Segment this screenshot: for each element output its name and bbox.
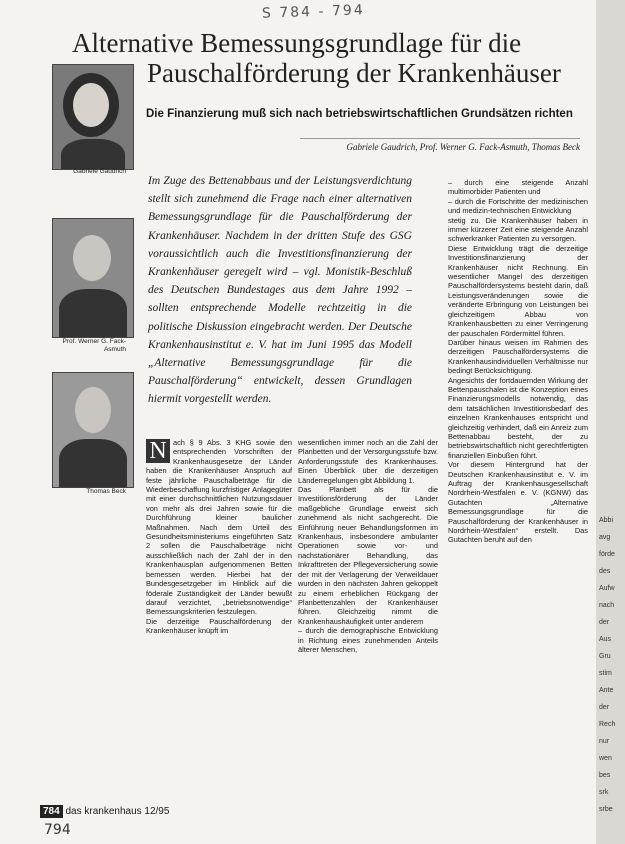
- body-column-3: – durch eine steigende Anzahl multimorbider Patienten und – durch die Fortschritte der medizinischen und medizin-technischen Entwicklung stetig zu. Die Krankenhäuser haben in immer kürzerer Zeit eine steigende Anzahl schwerkranker Patienten zu versorgen. Diese Entwicklung trägt die derzeitige Investitionsfinanzierung der Krankenhäuser nicht Rechnung. Ein wesentlicher Mangel des derzeitigen Pauschalfördersystems besteht darin, daß Leistungsveränderungen sowie die veränderte Erbringung von Leistungen bei gleichzeitigem Abbau von Krankenhausbetten zu einer Verringerung der pauschalen Fördermittel führen. Darüber hinaus weisen im Rahmen des derzeitigen Pauschalfördersystems die Krankenhausindividuellen Verhältnisse nur bedingt Berücksichtigung. Angesichts der fortdauernden Wirkung der Bettenpauschalen ist die Konzeption eines Finanzierungsmodells notwendig, das dem tatsächlichen Investitionsbedarf des einzelnen Krankenhauses entspricht und gleichzeitig verhindert, daß ein Anreiz zum Bettenabbau besteht, der zu betriebswirtschaftlich nicht gerechtfertigten finanziellen Einbußen führt. Vor diesem Hintergrund hat der Deutschen Krankenhausinstitut e. V. im Auftrag der Krankenhausgesellschaft Nordrhein-Westfalen e. V. (KGNW) das Gutachten „Alternative Bemessungsgrundlage für die Pauschalförderung der Krankenhäuser in Nordrhein-Westfalen“ erstellt. Das Gutachten beruht auf den: [448, 178, 588, 545]
- column-1-text: ach § 9 Abs. 3 KHG sowie den entsprechenden Vorschriften der Krankenhausgesetze der Länder haben die Krankenhäuser Anspruch auf feste jährliche Pauschalbeträge für die Wiederbeschaffung kurzfristiger Anlagegüter mit einer durchschnittlichen Nutzungsdauer von mehr als drei Jahren sowie für die Durchführung kleiner baulicher Maßnahmen. Nach dem Urteil des Gesundheitsministeriums eingeführten Satz 2 sollen die Pauschalbeträge nicht ausschließlich nach der Zahl der in den Krankenhausplan aufgenommenen Betten bemessen werden. Hierbei hat der Bundesgesetzgeber im Hinblick auf die föderale Zuständigkeit der Länder bewußt darauf verzichtet, „betriebsnotwendige“ Bemessungskriterien festzulegen. Die derzeitige Pauschalförderung der Krankenhäuser knüpft im: [146, 438, 292, 636]
- author-line: Gabriele Gaudrich, Prof. Werner G. Fack-Asmuth, Thomas Beck: [300, 138, 580, 152]
- adjacent-page-edge: [596, 0, 625, 844]
- title-line-2: Pauschalförderung der Krankenhäuser: [147, 58, 561, 88]
- body-column-2: wesentlichen immer noch an die Zahl der Planbetten und der Versorgungsstufe bzw. Anforderungsstufe des Krankenhauses. Einen Überblick über die derzeitigen Länderregelungen gibt Abbildung 1. Das Planbett als für die Investitionsförderung der Länder maßgebliche Grundlage erweist sich zunehmend als nicht sachgerecht. Die Einführung neuer Behandlungsformen im Krankenhaus, insbesondere ambulanter Operationen sowie vor- und nachstationärer Behandlung, das Inkrafttreten der Pflegeversicherung sowie der mit der Verlagerung der Verweildauer wurden in den nächsten Jahren gekoppelt zu einem erheblichen Rückgang der Planbettenzahlen der Krankenhäuser führen. Gleichzeitig nimmt die Krankenhaushäufigkeit unter anderem – durch die demographische Entwicklung in Richtung eines zunehmenden Anteils älterer Menschen,: [298, 438, 438, 654]
- adjacent-page-fragment: Abbi avg förde des Aufw nach der Aus Gru stim Ante der Rech nur wen bes srk srbe: [599, 517, 616, 813]
- article-title: [72, 28, 572, 88]
- journal-name: das krankenhaus 12/95: [65, 806, 170, 817]
- portrait-photo-beck: [52, 372, 134, 488]
- handwritten-reference: S 784 - 794: [261, 2, 365, 22]
- handwritten-page-number: 794: [44, 822, 71, 838]
- lead-paragraph: Im Zuge des Bettenabbaus und der Leistungsverdichtung stellt sich zunehmend die Frage nach einer alternativen Bemessungsgrundlage für die Pauschalförderung der Krankenhäuser. Nachdem in der dritten Stufe des GSG voraussichtlich auch die Investitionsfinanzierung der Krankenhäuser geregelt wird – vgl. Monistik-Beschluß des Deutschen Bundestages aus dem Jahre 1992 – sollten entsprechende Modelle rechtzeitig in die politische Diskussion eingebracht werden. Der Deutsche Krankenhausinstitut e. V. hat im Juni 1995 das Modell „Alternative Bemessungsgrundlage für die Pauschalförderung“ entwickelt, dessen Grundlagen hiermit vorgestellt werden.: [148, 175, 412, 406]
- page-number: 784: [40, 805, 63, 818]
- portrait-photo-fack-asmuth: [52, 218, 134, 338]
- caption-gaudrich: Gabriele Gaudrich: [73, 168, 126, 175]
- page-footer: [40, 806, 169, 817]
- caption-beck: Thomas Beck: [86, 488, 126, 495]
- title-line-1: Alternative Bemessungsgrundlage für die: [72, 28, 522, 58]
- article-subtitle: Die Finanzierung muß sich nach betriebswirtschaftlichen Grundsätzen richten: [146, 108, 573, 120]
- body-column-1: [146, 438, 292, 636]
- caption-fack-asmuth: Prof. Werner G. Fack-Asmuth: [62, 338, 126, 353]
- drop-cap: N: [146, 439, 170, 463]
- portrait-photo-gaudrich: [52, 64, 134, 170]
